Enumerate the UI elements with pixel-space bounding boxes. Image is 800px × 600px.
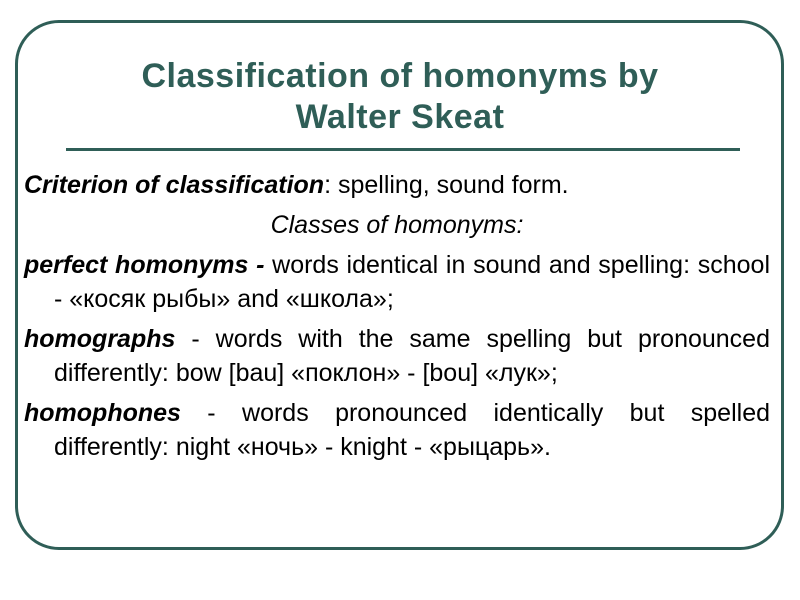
criterion-term: Criterion of classification bbox=[24, 171, 325, 199]
item-perfect-homonyms bbox=[24, 248, 770, 316]
item-text: - words pronounced identically but spelled differently: night «ночь» - knight - «рыцарь». bbox=[54, 399, 770, 461]
title-line-2: Walter Skeat bbox=[295, 98, 505, 136]
title-divider bbox=[66, 148, 740, 151]
classes-heading-text: Classes of homonyms: bbox=[270, 211, 524, 239]
item-text: - words with the same spelling but pronounced differently: bow [bau] «поклон» - [bou] «лук»; bbox=[54, 325, 770, 387]
criterion-paragraph bbox=[24, 168, 770, 202]
slide-body bbox=[24, 168, 770, 470]
item-homophones bbox=[24, 396, 770, 464]
item-text: words identical in sound and spelling: school - «косяк рыбы» and «школа»; bbox=[54, 251, 770, 313]
classes-heading bbox=[24, 208, 770, 242]
slide-title bbox=[40, 56, 760, 138]
item-term: perfect homonyms - bbox=[24, 251, 265, 279]
item-homographs bbox=[24, 322, 770, 390]
item-term: homophones bbox=[24, 399, 181, 427]
criterion-text: : spelling, sound form. bbox=[324, 171, 569, 199]
item-term: homographs bbox=[24, 325, 176, 353]
title-line-1: Classification of homonyms by bbox=[141, 57, 659, 95]
